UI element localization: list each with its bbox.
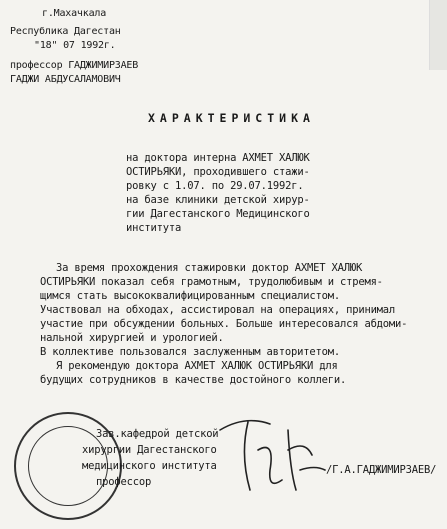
header-date: "18" 07 1992г. — [34, 40, 116, 51]
body-line: Участвовал на обходах, ассистировал на операциях, принимал — [40, 304, 396, 316]
body-line: Я рекомендую доктора АХМЕТ ХАЛЮК ОСТИРЬЯКИ для — [56, 360, 338, 372]
signature-position-line2: хирургии Дагестанского — [82, 444, 217, 456]
intro-line: ровку с 1.07. по 29.07.1992г. — [126, 180, 304, 192]
intro-line: гии Дагестанского Медицинского — [126, 208, 310, 220]
header-republic: Республика Дагестан — [10, 26, 121, 37]
signature-position-line4: профессор — [96, 476, 152, 488]
header-professor-line2: ГАДЖИ АБДУСАЛАМОВИЧ — [10, 74, 121, 85]
intro-line: института — [126, 222, 182, 234]
signature-position-line3: медицинского института — [82, 460, 217, 472]
page-corner-shadow — [429, 0, 447, 70]
body-line: ОСТИРЬЯКИ показал себя грамотным, трудолюбивым и стремя- — [40, 276, 383, 288]
intro-line: на базе клиники детской хирур- — [126, 194, 310, 206]
body-line: щимся стать высококвалифицированным специалистом. — [40, 290, 340, 302]
intro-line: на доктора интерна АХМЕТ ХАЛЮК — [126, 152, 310, 164]
intro-line: ОСТИРЬЯКИ, проходившего стажи- — [126, 166, 310, 178]
signatory-name: /Г.А.ГАДЖИМИРЗАЕВ/ — [326, 464, 437, 476]
body-line: В коллективе пользовался заслуженным авторитетом. — [40, 346, 340, 358]
body-line: будущих сотрудников в качестве достойного коллеги. — [40, 374, 347, 386]
body-line: нальной хирургией и урологией. — [40, 332, 224, 344]
body-line: За время прохождения стажировки доктор АХМЕТ ХАЛЮК — [56, 262, 363, 274]
body-line: участие при обсуждении больных. Больше интересовался абдоми- — [40, 318, 408, 330]
header-city: г.Махачкала — [42, 8, 107, 19]
signature-position-line1: Зав.кафедрой детской — [96, 428, 219, 440]
handwritten-signature — [200, 410, 330, 500]
document-title: ХАРАКТЕРИСТИКА — [148, 111, 315, 125]
header-professor-line1: профессор ГАДЖИМИРЗАЕВ — [10, 60, 139, 71]
